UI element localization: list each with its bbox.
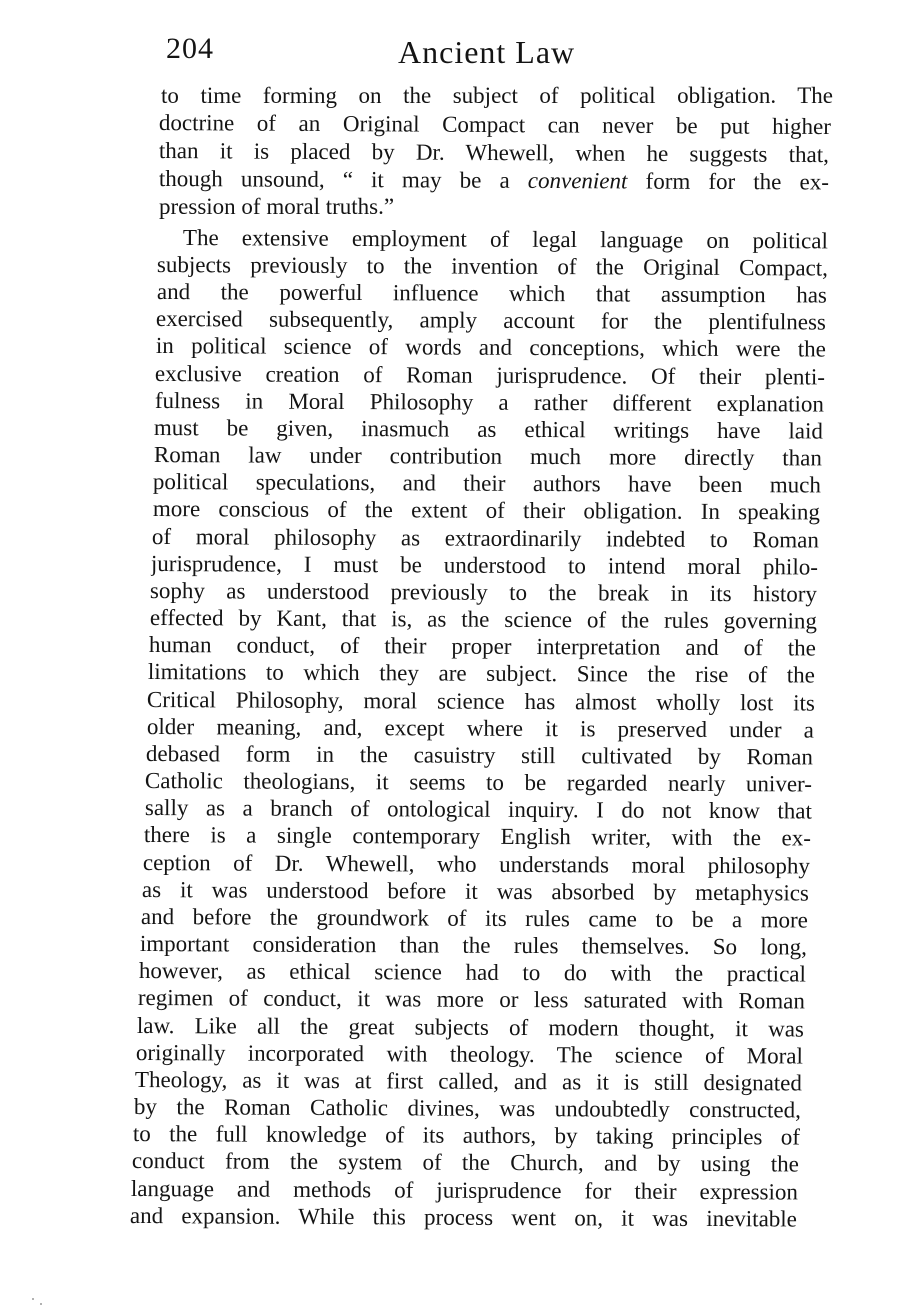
text-line: than it is placed by Dr. Whewell, when he suggests that,: [158, 137, 829, 168]
text-line: language and methods of jurisprudence for their expression: [130, 1176, 798, 1205]
text-line: sally as a branch of ontological inquiry. I do not know that: [144, 795, 812, 824]
page-number: 204: [166, 32, 214, 65]
text-line: Critical Philosophy, moral science has almost wholly lost its: [146, 687, 815, 716]
text-line: to the full knowledge of its authors, by taking principles of: [132, 1121, 800, 1150]
text-line: limitations to which they are subject. Since the rise of the: [147, 659, 815, 688]
text-line: sophy as understood previously to the break in its history: [149, 578, 817, 607]
text-line: originally incorporated with theology. The science of Moral: [135, 1040, 803, 1069]
text-line: fulness in Moral Philosophy a rather different explanation: [154, 388, 824, 417]
text-line: important consideration than the rules themselves. So long,: [139, 931, 807, 960]
text-line: political speculations, and their authors have been much: [152, 469, 821, 498]
text-line: there is a single contemporary English writer, with the ex-: [143, 822, 811, 851]
text-line: ception of Dr. Whewell, who understands moral philosophy: [142, 850, 810, 879]
text-run: though unsound, “ it may be a: [158, 165, 528, 193]
text-line: jurisprudence, I must be understood to intend moral philo-: [150, 551, 818, 580]
body-text: [128, 82, 833, 1252]
text-line: regimen of conduct, it was more or less saturated with Roman: [137, 985, 805, 1014]
text-line: doctrine of an Original Compact can never be put higher: [158, 109, 831, 140]
text-line: more conscious of the extent of their obligation. In speaking: [152, 496, 820, 525]
text-line: debased form in the casuistry still cultivated by Roman: [145, 741, 813, 770]
running-head: [158, 28, 828, 78]
text-line: Catholic theologians, it seems to be regarded nearly univer-: [144, 768, 812, 797]
text-line: must be given, inasmuch as ethical writings have laid: [153, 415, 823, 444]
text-line: in political science of words and conceptions, which were the: [155, 333, 826, 362]
text-line: and before the groundwork of its rules came to be a more: [140, 904, 808, 933]
text-line: Roman law under contribution much more directly than: [153, 442, 822, 471]
text-line: as it was understood before it was absorbed by metaphysics: [141, 877, 809, 906]
text-line: conduct from the system of the Church, and by using the: [131, 1148, 799, 1177]
text-line: pression of moral truths.”: [159, 194, 395, 219]
text-line: and expansion. While this process went on, it was inevitable: [129, 1203, 797, 1232]
running-title: Ancient Law: [398, 34, 576, 70]
text-run: form for the ex-: [627, 168, 829, 195]
scan-speck: [40, 1303, 42, 1305]
text-line: The extensive employment of legal language on political: [182, 224, 828, 254]
text-line: exclusive creation of Roman jurisprudence. Of their plenti-: [154, 361, 825, 390]
italic-word: convenient: [527, 167, 628, 194]
scan-speck: [32, 1298, 34, 1300]
text-line: by the Roman Catholic divines, was undoubtedly constructed,: [133, 1094, 801, 1123]
text-line: exercised subsequently, amply account for the plentifulness: [155, 306, 826, 335]
text-line: human conduct, of their proper interpretation and of the: [148, 632, 816, 661]
text-line: subjects previously to the invention of the Original Compact,: [156, 251, 828, 281]
text-line: law. Like all the great subjects of modern thought, it was: [136, 1013, 804, 1042]
text-line: however, as ethical science had to do with the practical: [138, 958, 806, 987]
text-line: [159, 165, 829, 196]
text-line: of moral philosophy as extraordinarily indebted to Roman: [151, 524, 819, 553]
text-line: effected by Kant, that is, as the science of the rules governing: [149, 605, 817, 634]
text-line: Theology, as it was at first called, and as it is still designated: [134, 1067, 802, 1096]
text-line: to time forming on the subject of political obligation. The: [161, 83, 833, 108]
text-line: older meaning, and, except where it is preserved under a: [146, 714, 814, 743]
text-line: and the powerful influence which that assumption has: [156, 279, 827, 308]
